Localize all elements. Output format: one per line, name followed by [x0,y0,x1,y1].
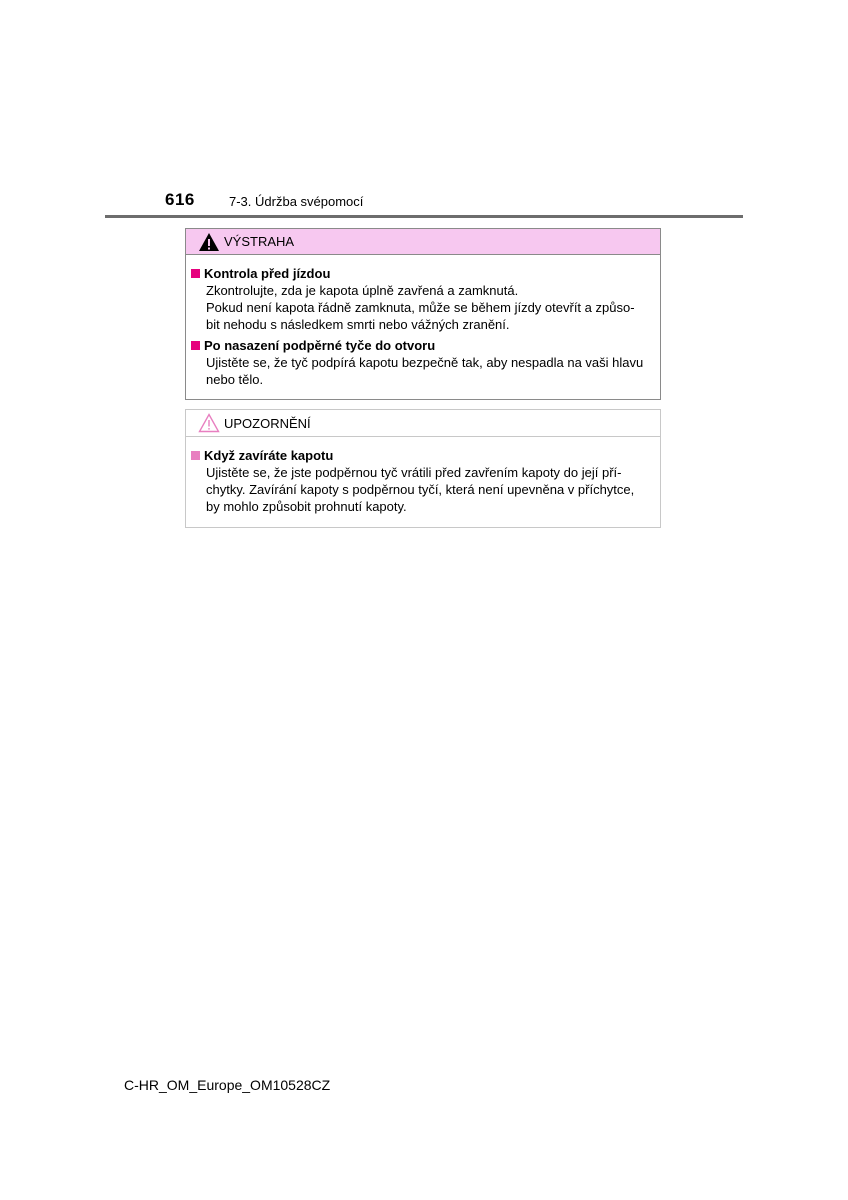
bullet-square-icon [191,341,200,350]
notice-header [186,410,660,437]
page-number: 616 [165,190,195,209]
warning-header [186,229,660,255]
warning-item-line: Pokud není kapota řádně zamknuta, může se během jízdy otevřít a způso- [206,300,635,315]
warning-item-line: nebo tělo. [206,372,264,387]
document-code: C-HR_OM_Europe_OM10528CZ [124,1077,331,1093]
warning-item-line: Ujistěte se, že tyč podpírá kapotu bezpečně tak, aby nespadla na vaši hlavu [206,355,644,370]
warning-item-title: Kontrola před jízdou [204,266,331,281]
bullet-square-icon [191,269,200,278]
bullet-square-icon [191,451,200,460]
section-title: 7-3. Údržba svépomocí [229,194,364,209]
notice-box [185,409,661,528]
notice-item-line: by mohlo způsobit prohnutí kapoty. [206,499,407,514]
warning-item [190,265,652,333]
warning-item-line: bit nehodu s následkem smrti nebo vážných zranění. [206,317,510,332]
caution-triangle-outline-icon [198,413,220,433]
notice-item-line: Ujistěte se, že jste podpěrnou tyč vrátili před zavřením kapoty do její pří- [206,465,622,480]
notice-item-title: Když zavíráte kapotu [204,448,334,463]
notice-title: UPOZORNĚNÍ [224,415,311,431]
warning-triangle-filled-icon [198,232,220,252]
warning-title: VÝSTRAHA [224,234,295,249]
warning-item-line: Zkontrolujte, zda je kapota úplně zavřená a zamknutá. [206,283,519,298]
notice-item [190,447,652,515]
warning-item-title: Po nasazení podpěrné tyče do otvoru [204,338,436,353]
warning-box [185,228,661,400]
page-header [0,0,848,220]
warning-item [190,337,652,388]
header-divider [105,215,743,218]
notice-item-line: chytky. Zavírání kapoty s podpěrnou tyčí, která není upevněna v příchytce, [206,482,635,497]
